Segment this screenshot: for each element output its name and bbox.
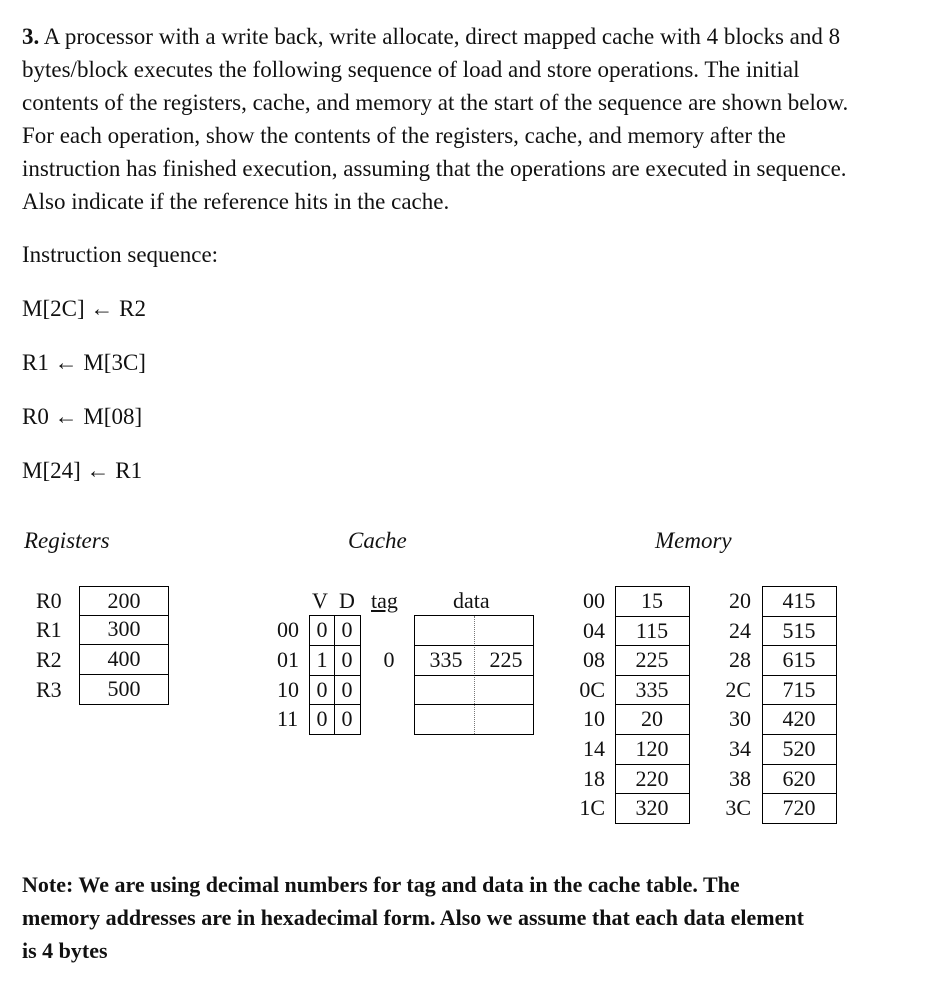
cache-tag-01: 0 xyxy=(383,647,395,672)
instruction-2: R1 ← M[3C] xyxy=(22,350,146,375)
memory-address: 24 xyxy=(729,617,751,643)
register-value-r2: 400 xyxy=(79,645,169,675)
cache-index-00: 00 xyxy=(277,617,299,642)
register-name-r1: R1 xyxy=(36,617,62,642)
problem-statement xyxy=(22,20,919,218)
register-name-r2: R2 xyxy=(36,647,62,672)
memory-value: 220 xyxy=(635,765,669,791)
memory-value: 120 xyxy=(635,736,669,761)
memory-address: 10 xyxy=(583,706,605,732)
memory-address: 1C xyxy=(579,795,605,821)
memory-row-divider xyxy=(615,734,690,735)
memory-address: 2C xyxy=(725,676,751,702)
memory-value: 620 xyxy=(782,765,816,791)
memory-value: 720 xyxy=(782,795,816,821)
problem-number: 3. xyxy=(22,24,40,49)
problem-line-2: bytes/block executes the following sequence of load and store operations. The initial xyxy=(22,57,800,82)
register-name-r3: R3 xyxy=(36,677,62,702)
memory-value: 320 xyxy=(635,795,669,821)
memory-address: 08 xyxy=(583,647,605,673)
memory-value: 520 xyxy=(782,736,816,761)
memory-value: 20 xyxy=(641,706,663,732)
memory-value: 335 xyxy=(635,676,669,702)
memory-row-divider xyxy=(615,764,690,765)
instruction-3: R0 ← M[08] xyxy=(22,404,143,429)
memory-row-divider xyxy=(615,645,690,646)
cache-index-01: 01 xyxy=(277,647,299,672)
register-name-r0: R0 xyxy=(36,588,62,613)
cache-data1-01: 225 xyxy=(489,647,523,672)
memory-row-divider xyxy=(615,616,690,617)
memory-row-divider xyxy=(762,616,837,617)
register-value-r0: 200 xyxy=(79,586,169,616)
cache-title: Cache xyxy=(348,528,407,553)
memory-value: 715 xyxy=(782,676,816,702)
cache-v-00: 0 xyxy=(316,617,328,642)
cache-header-data: data xyxy=(453,588,490,613)
registers-title: Registers xyxy=(24,528,110,553)
memory-value: 115 xyxy=(635,617,669,643)
memory-row-divider xyxy=(615,675,690,676)
cache-index-10: 10 xyxy=(277,677,299,702)
note-line-2: memory addresses are in hexadecimal form. Also we assume that each data element xyxy=(22,905,804,930)
register-value-r1: 300 xyxy=(79,615,169,645)
memory-row-divider xyxy=(615,793,690,794)
memory-address: 18 xyxy=(583,765,605,791)
register-value-r3: 500 xyxy=(79,675,169,705)
memory-address: 0C xyxy=(579,676,605,702)
note-line-3: is 4 bytes xyxy=(22,938,108,963)
cache-v-01: 1 xyxy=(316,647,328,672)
problem-line-5: instruction has finished execution, assuming that the operations are executed in sequence. xyxy=(22,156,847,181)
cache-data0-01: 335 xyxy=(429,647,463,672)
memory-address: 3C xyxy=(725,795,751,821)
problem-line-3: contents of the registers, cache, and memory at the start of the sequence are shown below. xyxy=(22,90,849,115)
memory-title: Memory xyxy=(655,528,732,553)
note xyxy=(22,868,922,967)
cache-d-10: 0 xyxy=(341,677,353,702)
cache-d-01: 0 xyxy=(341,647,353,672)
problem-line-4: For each operation, show the contents of the registers, cache, and memory after the xyxy=(22,123,786,148)
memory-row-divider xyxy=(762,793,837,794)
problem-text-1: A processor with a write back, write allocate, direct mapped cache with 4 blocks and 8 xyxy=(43,24,841,49)
cache-d-00: 0 xyxy=(341,617,353,642)
memory-value: 515 xyxy=(782,617,816,643)
memory-row-divider xyxy=(762,764,837,765)
problem-line-1 xyxy=(22,20,919,53)
cache-header-tag: tag xyxy=(371,588,398,613)
cache-v-10: 0 xyxy=(316,677,328,702)
memory-address: 14 xyxy=(583,736,605,761)
memory-value: 615 xyxy=(782,647,816,673)
instruction-4: M[24] ← R1 xyxy=(22,458,143,483)
memory-value: 15 xyxy=(641,588,663,613)
note-line-1: Note: We are using decimal numbers for tag and data in the cache table. The xyxy=(22,872,740,897)
memory-address: 30 xyxy=(729,706,751,732)
memory-address: 00 xyxy=(583,588,605,613)
instruction-heading: Instruction sequence: xyxy=(22,242,219,267)
cache-d-11: 0 xyxy=(341,706,353,731)
cache-v-11: 0 xyxy=(316,706,328,731)
cache-data-row-divider xyxy=(414,675,534,676)
cache-header-d: D xyxy=(339,588,355,613)
cache-header-v: V xyxy=(312,588,328,613)
memory-address: 34 xyxy=(729,736,751,761)
memory-row-divider xyxy=(762,704,837,705)
cache-data-row-divider xyxy=(414,704,534,705)
memory-row-divider xyxy=(615,704,690,705)
problem-line-6: Also indicate if the reference hits in the cache. xyxy=(22,189,450,214)
memory-address: 38 xyxy=(729,765,751,791)
memory-row-divider xyxy=(762,645,837,646)
instruction-1: M[2C] ← R2 xyxy=(22,296,146,321)
memory-row-divider xyxy=(762,734,837,735)
memory-address: 20 xyxy=(729,588,751,613)
memory-address: 04 xyxy=(583,617,605,643)
memory-row-divider xyxy=(762,675,837,676)
cache-index-11: 11 xyxy=(277,706,299,731)
memory-value: 225 xyxy=(635,647,669,673)
memory-value: 415 xyxy=(782,588,816,613)
memory-value: 420 xyxy=(782,706,816,732)
memory-address: 28 xyxy=(729,647,751,673)
